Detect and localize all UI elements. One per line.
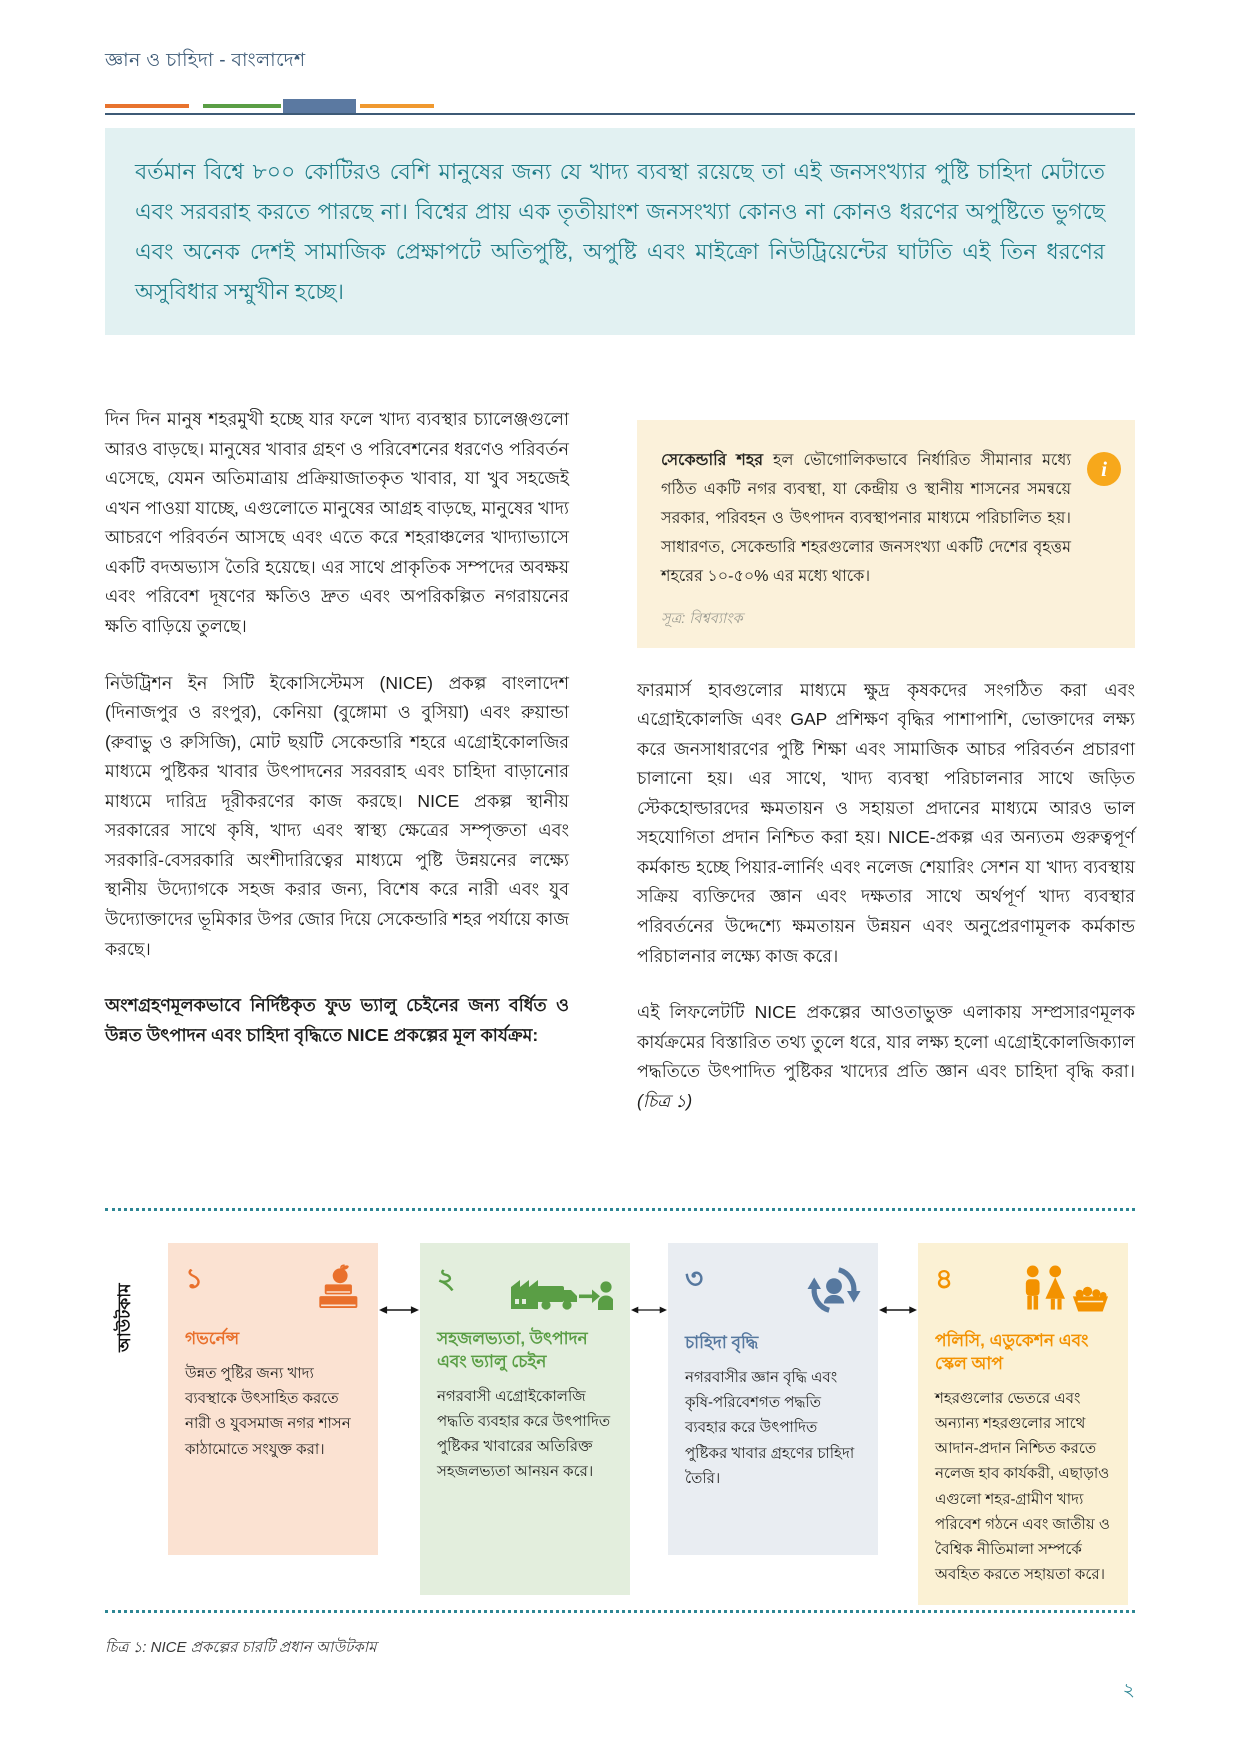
outcome-body: উন্নত পুষ্টির জন্য খাদ্য ব্যবস্থাকে উৎসাহিত করতে নারী ও যুবসমাজ নগর শাসন কাঠামোতে সংযুক্ত করা।	[185, 1364, 351, 1458]
head-sync-icon	[807, 1263, 861, 1322]
left-column	[105, 405, 569, 1077]
para-leaflet-text: এই লিফলেটটি NICE প্রকল্পের আওতাভুক্ত এলাকায় সম্প্রসারণমূলক কার্যক্রমের বিস্তারিত তথ্য তুলে ধরে, যার লক্ষ্য হলো এগ্রোইকোলজিক্যাল পদ্ধতিতে উৎপাদিত পুষ্টিকর খাদ্যের প্রতি জ্ঞান এবং চাহিদা বৃদ্ধি করা।	[637, 1002, 1135, 1082]
outcome-title: পলিসি, এডুকেশন এবং স্কেল আপ	[935, 1331, 1089, 1373]
outcome-number: ২	[437, 1263, 456, 1294]
para-urbanization: দিন দিন মানুষ শহরমুখী হচ্ছে যার ফলে খাদ্য ব্যবস্থার চ্যালেঞ্জগুলো আরও বাড়ছে। মানুষের খাবার গ্রহণ ও পরিবেশনের ধরণেও পরিবর্তন এসেছে, যেমন অতিমাত্রায় প্রক্রিয়াজাতকৃত খাবার, যা খুব সহজেই এখন পাওয়া যাচ্ছে, এগুলোতে মানুষের আগ্রহ বাড়ছে, মানুষের খাদ্য আচরণে পরিবর্তন আসছে এবং এতে করে শহরাঞ্চলের খাদ্যাভ্যাসে একটি বদঅভ্যাস তৈরি হয়েছে। এর সাথে প্রাকৃতিক সম্পদের অবক্ষয় এবং পরিবেশ দূষণের ক্ষতিও দ্রুত এবং অপরিকল্পিত নগরায়নের ক্ষতি বাড়িয়ে তুলছে।	[105, 409, 569, 636]
outcome-number: ৩	[685, 1263, 704, 1294]
diagram-dotted-rule-top	[105, 1208, 1135, 1211]
bidirectional-arrow-icon	[631, 1303, 667, 1322]
outcome-card-demand-creation	[668, 1243, 878, 1555]
header-rule	[105, 113, 1135, 115]
accent-bar-orange-1	[105, 104, 189, 108]
bidirectional-arrow-icon	[879, 1303, 917, 1322]
outcome-title: গভর্নেন্স	[185, 1329, 240, 1348]
accent-bar-blue	[283, 99, 356, 114]
intro-highlight	[105, 128, 1135, 335]
figure-caption: চিত্র ১: NICE প্রকল্পের চারটি প্রধান আউটকাম	[105, 1639, 377, 1656]
info-box-text	[661, 446, 1071, 592]
outcome-card-policy-education-scaleup	[918, 1243, 1128, 1605]
outcome-body: নগরবাসীর জ্ঞান বৃদ্ধি এবং কৃষি-পরিবেশগত পদ্ধতি ব্যবহার করে উৎপাদিত পুষ্টিকর খাবার গ্রহণের চাহিদা তৈরি।	[685, 1368, 855, 1487]
diagram-dotted-rule-bottom	[105, 1610, 1135, 1613]
outcomes-axis-label: আউটকাম	[115, 1283, 134, 1352]
info-box-body: হল ভৌগোলিকভাবে নির্ধারিত সীমানার মধ্যে গঠিত একটি নগর ব্যবস্থা, যা কেন্দ্রীয় ও স্থানীয় শাসনের সমন্বয়ে সরকার, পরিবহন ও উৎপাদন ব্যবস্থাপনার মাধ্যমে পরিচালিত হয়। সাধারণত, সেকেন্ডারি শহরগুলোর জনসংখ্যা একটি দেশের বৃহত্তম শহরের ১০-৫০% এর মধ্যে থাকে।	[661, 452, 1071, 586]
accent-bar-green	[203, 104, 281, 108]
para-key-activities: অংশগ্রহণমূলকভাবে নির্দিষ্টকৃত ফুড ভ্যালু চেইনের জন্য বর্ধিত ও উন্নত উৎপাদন এবং চাহিদা বৃদ্ধিতে NICE প্রকল্পের মূল কার্যক্রম:	[105, 995, 569, 1045]
factory-truck-person-icon	[509, 1263, 613, 1318]
outcome-number: ১	[185, 1263, 204, 1294]
outcome-body: নগরবাসী এগ্রোইকোলজি পদ্ধতি ব্যবহার করে উৎপাদিত পুষ্টিকর খাবারের অতিরিক্ত সহজলভ্যতা আনয়ন করে।	[437, 1387, 611, 1481]
outcome-number: ৪	[935, 1263, 954, 1294]
outcome-card-governance	[168, 1243, 378, 1555]
outcome-title: চাহিদা বৃদ্ধি	[685, 1333, 759, 1352]
outcome-body: শহরগুলোর ভেতরে এবং অন্যান্য শহরগুলোর সাথে আদান-প্রদান নিশ্চিত করতে নলেজ হাব কার্যকরী, এছাড়াও এগুলো শহর-গ্রামীণ খাদ্য পরিবেশ গঠনে এবং জাতীয় ও বৈশ্বিক নীতিমালা সম্পর্কে অবহিত করতে সহায়তা করে।	[935, 1389, 1110, 1584]
people-basket-icon	[1019, 1263, 1111, 1320]
page-number: ২	[1122, 1680, 1135, 1701]
para-leaflet	[637, 998, 1135, 1116]
right-column	[637, 420, 1135, 1143]
figure-reference: (চিত্র ১)	[637, 1090, 693, 1111]
outcome-title: সহজলভ্যতা, উৎপাদন এবং ভ্যালু চেইন	[437, 1329, 588, 1371]
page-title: জ্ঞান ও চাহিদা - বাংলাদেশ	[105, 50, 306, 71]
secondary-city-info-box	[637, 420, 1135, 648]
books-apple-icon	[303, 1263, 361, 1318]
bidirectional-arrow-icon	[379, 1303, 419, 1322]
info-box-source: সূত্র: বিশ্বব্যাংক	[661, 610, 743, 627]
para-nice-project: নিউট্রিশন ইন সিটি ইকোসিস্টেমস (NICE) প্রকল্প বাংলাদেশ (দিনাজপুর ও রংপুর), কেনিয়া (বুঙ্গোমা ও বুসিয়া) এবং রুয়ান্ডা (রুবাভু ও রুসিজি), মোট ছয়টি সেকেন্ডারি শহরে এগ্রোইকোলজির মাধ্যমে পুষ্টিকর খাবার উৎপাদনের সরবরাহ এবং চাহিদা বাড়ানোর মাধ্যমে দারিদ্র দূরীকরণের কাজ করছে। NICE প্রকল্প স্থানীয় সরকারের সাথে কৃষি, খাদ্য এবং স্বাস্থ্য ক্ষেত্রের সম্পৃক্ততা এবং সরকারি-বেসরকারি অংশীদারিত্বের মাধ্যমে পুষ্টি উন্নয়নের লক্ষ্যে স্থানীয় উদ্যোগকে সহজ করার জন্য, বিশেষ করে নারী এবং যুব উদ্যোক্তাদের ভূমিকার উপর জোর দিয়ে সেকেন্ডারি শহর পর্যায়ে কাজ করছে।	[105, 672, 569, 959]
info-icon: i	[1087, 452, 1121, 486]
outcome-card-availability-value-chain	[420, 1243, 630, 1595]
info-box-lead: সেকেন্ডারি শহর	[661, 452, 764, 469]
intro-text: বর্তমান বিশ্বে ৮০০ কোটিরও বেশি মানুষের জন্য যে খাদ্য ব্যবস্থা রয়েছে তা এই জনসংখ্যার পুষ্টি চাহিদা মেটাতে এবং সরবরাহ করতে পারছে না। বিশ্বের প্রায় এক তৃতীয়াংশ জনসংখ্যা কোনও না কোনও ধরণের অপুষ্টিতে ভুগছে এবং অনেক দেশই সামাজিক প্রেক্ষাপটে অতিপুষ্টি, অপুষ্টি এবং মাইক্রো নিউট্রিয়েন্টের ঘাটতি এই তিন ধরণের অসুবিধার সম্মুখীন হচ্ছে।	[135, 159, 1105, 305]
para-farmers-hub: ফারমার্স হাবগুলোর মাধ্যমে ক্ষুদ্র কৃষকদের সংগঠিত করা এবং এগ্রোইকোলজি এবং GAP প্রশিক্ষণ বৃদ্ধির পাশাপাশি, ভোক্তাদের লক্ষ্য করে জনসাধারণের পুষ্টি শিক্ষা এবং সামাজিক আচর পরিবর্তন প্রচারণা চালানো হয়। এর সাথে, খাদ্য ব্যবস্থা পরিচালনার সাথে জড়িত স্টেকহোল্ডারদের ক্ষমতায়ন ও সহায়তা প্রদানের মাধ্যমে আরও ভাল সহযোগিতা প্রদান নিশ্চিত করা হয়। NICE-প্রকল্প এর অন্যতম গুরুত্বপূর্ণ কর্মকান্ড হচ্ছে পিয়ার-লার্নিং এবং নলেজ শেয়ারিং সেশন যা খাদ্য ব্যবস্থায় সক্রিয় ব্যক্তিদের জ্ঞান এবং দক্ষতার সাথে অর্থপূর্ণ খাদ্য ব্যবস্থার পরিবর্তনের উদ্দেশ্যে ক্ষমতায়ন উন্নয়ন এবং অনুপ্রেরণামূলক কর্মকান্ড পরিচালনার লক্ষ্যে কাজ করে।	[637, 679, 1135, 966]
accent-bar-orange-2	[360, 104, 434, 108]
